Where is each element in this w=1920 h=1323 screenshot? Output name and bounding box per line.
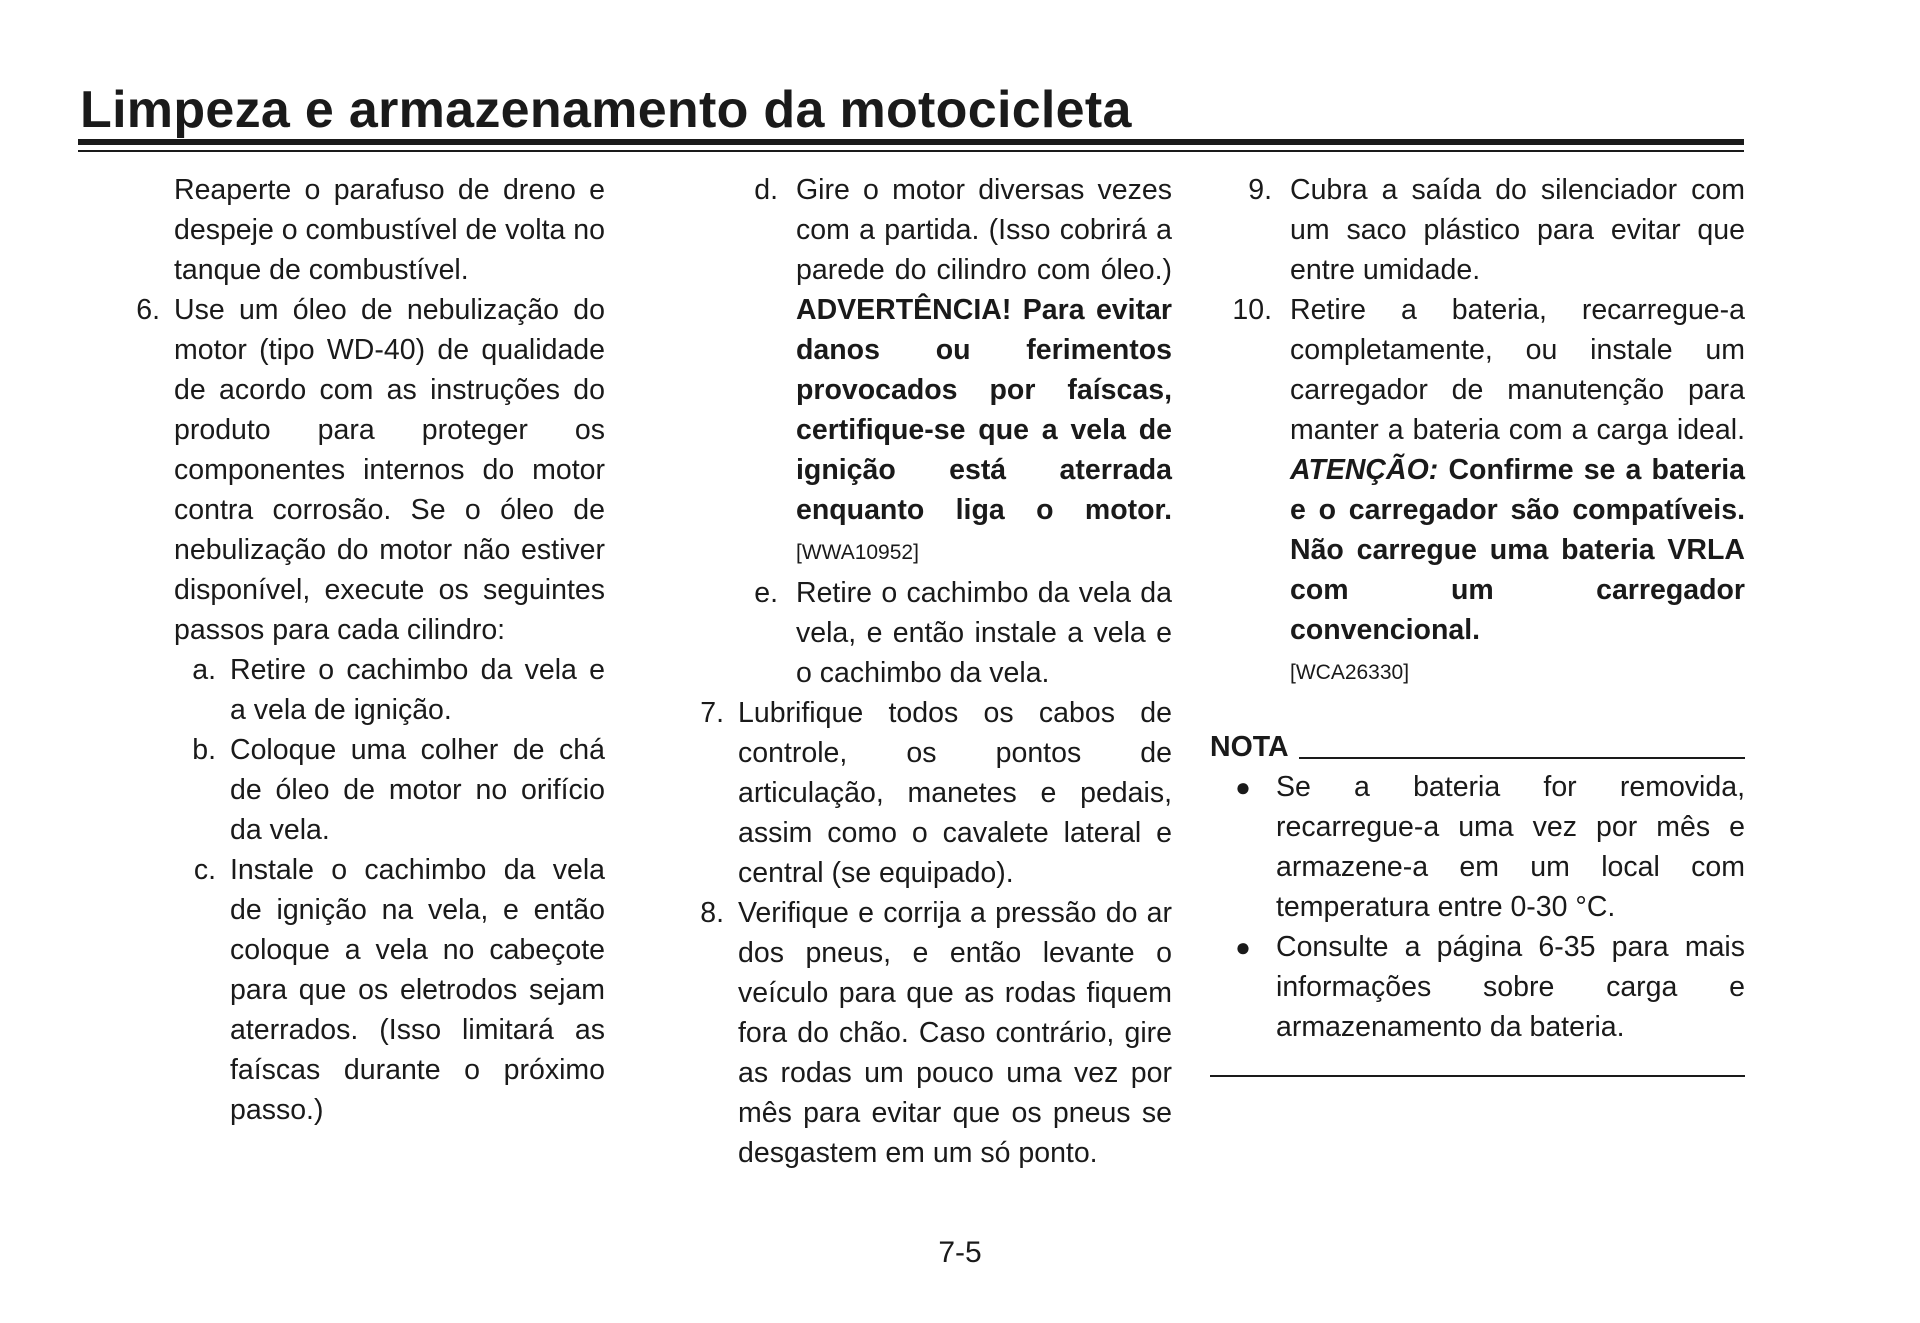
item-number: 7. — [700, 697, 724, 729]
nota-rule — [1299, 757, 1745, 759]
warning-text: Para evitar danos ou ferimentos provocados por faíscas, certifique-se que a vela de ignição está aterrada enquanto liga o motor. — [796, 294, 1172, 526]
sub-item-letter: e. — [754, 577, 778, 609]
column-3 — [1210, 170, 1745, 1077]
bullet-icon: ● — [1235, 772, 1251, 802]
nota-bullet-2 — [1210, 927, 1745, 1047]
item-text: Lubrifique todos os cabos de controle, os pontos de articulação, manetes e pedais, assim como o cavalete lateral e central (se equipado). — [738, 697, 1172, 889]
bullet-icon: ● — [1235, 932, 1251, 962]
sub-item-text: Instale o cachimbo da vela de ignição na vela, e então coloque a vela no cabeçote para que os eletrodos sejam aterrados. (Isso limitará as faíscas durante o próximo passo.) — [230, 854, 605, 1126]
nota-end-rule — [1210, 1075, 1745, 1077]
column-1 — [120, 170, 605, 1130]
item-text: Use um óleo de nebulização do motor (tipo WD-40) de qualidade de acordo com as instruções do produto para proteger os componentes internos do motor contra corrosão. Se o óleo de nebulização do motor não estiver disponível, execute os seguintes passos para cada cilindro: — [174, 294, 605, 646]
sub-item-text: Retire o cachimbo da vela da vela, e então instale a vela e o cachimbo da vela. — [796, 577, 1172, 689]
sub-item-letter: b. — [192, 734, 216, 766]
sub-item-letter: c. — [193, 854, 216, 886]
item-text: Verifique e corrija a pressão do ar dos pneus, e então levante o veículo para que as rodas fiquem fora do chão. Caso contrário, gire as rodas um pouco uma vez por mês para evitar que os pneus se desgastem em um só ponto. — [738, 897, 1172, 1169]
warning-label: ADVERTÊNCIA! — [796, 294, 1012, 326]
title-rule-thick — [78, 139, 1744, 145]
list-item-8 — [680, 893, 1172, 1173]
bullet-text: Se a bateria for removida, recarregue-a uma vez por mês e armazene-a em um local com temperatura entre 0-30 °C. — [1276, 771, 1745, 923]
sub-item-b — [120, 730, 605, 850]
sub-item-letter: d. — [754, 174, 778, 206]
list-item-9 — [1210, 170, 1745, 290]
item-text: Cubra a saída do silenciador com um saco plástico para evitar que entre umidade. — [1290, 174, 1745, 286]
caution-text: Confirme se a bateria e o carregador são compatíveis. Não carregue uma bateria VRLA com um carregador convencional. — [1290, 454, 1746, 646]
item-number: 6. — [136, 294, 160, 326]
list-item-10 — [1210, 290, 1745, 693]
sub-item-e — [680, 573, 1172, 693]
sub-item-text: Retire o cachimbo da vela e a vela de ignição. — [230, 654, 605, 726]
caution-code: [WCA26330] — [1290, 661, 1410, 684]
bullet-text: Consulte a página 6-35 para mais informações sobre carga e armazenamento da bateria. — [1276, 931, 1745, 1043]
sub-item-letter: a. — [192, 654, 216, 686]
sub-item-text: Coloque uma colher de chá de óleo de motor no orifício da vela. — [230, 734, 605, 846]
sub-item-c — [120, 850, 605, 1130]
item-body — [1290, 290, 1745, 693]
title-rule-thin — [78, 150, 1744, 152]
page-title: Limpeza e armazenamento da motocicleta — [80, 81, 1132, 139]
list-item-7 — [680, 693, 1172, 893]
sub-item-d — [680, 170, 1172, 573]
item-number: 8. — [700, 897, 724, 929]
item-number: 9. — [1248, 174, 1272, 206]
item-text: Retire a bateria, recarregue-a completamente, ou instale um carregador de manutenção para manter a bateria com a carga ideal. — [1290, 294, 1745, 446]
nota-bullet-1 — [1210, 767, 1745, 927]
sub-item-body — [796, 170, 1172, 573]
nota-header — [1210, 727, 1745, 767]
drain-bolt-paragraph: Reaperte o parafuso de dreno e despeje o combustível de volta no tanque de combustível. — [174, 174, 605, 286]
list-item-6 — [120, 290, 605, 650]
sub-item-a — [120, 650, 605, 730]
caution-label: ATENÇÃO: — [1290, 454, 1439, 486]
page-number: 7-5 — [938, 1236, 982, 1269]
nota-label: NOTA — [1210, 731, 1289, 763]
warning-code: [WWA10952] — [796, 541, 919, 564]
sub-item-text: Gire o motor diversas vezes com a partida. (Isso cobrirá a parede do cilindro com óleo.) — [796, 174, 1172, 286]
column-2 — [680, 170, 1172, 1173]
item-number: 10. — [1232, 294, 1272, 326]
